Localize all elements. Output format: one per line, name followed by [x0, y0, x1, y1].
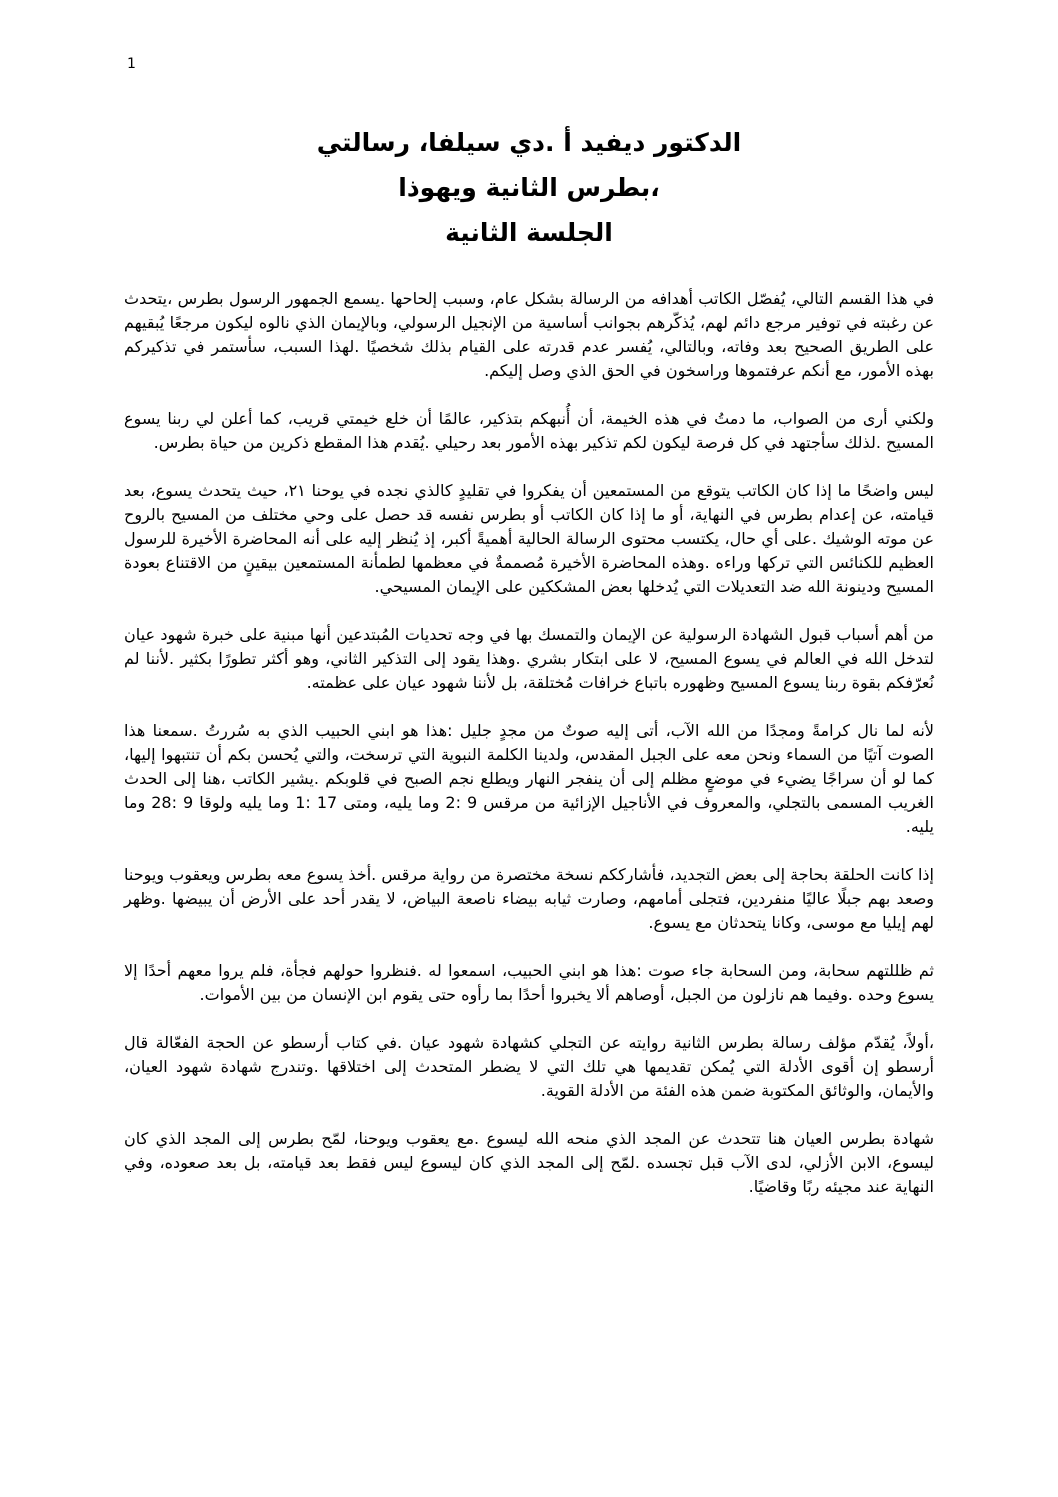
- paragraph-3: ليس واضحًا ما إذا كان الكاتب يتوقع من المستمعين أن يفكروا في تقليدٍ كالذي نجده في يوحنا ٢١، حيث يتحدث يسوع، بعد قيامته، عن إعدام بطرس في النهاية، أو ما إذا كان الكاتب أو بطرس نفسه قد حصل على وحي مختلف من المسيح بالروح عن موته الوشيك .على أي حال، يكتسب محتوى الرسالة الحالية أهميةً أكبر، إذ يُنظر إليه على أنه المحاضرة الأخيرة للرسول العظيم للكنائس التي تركها وراءه .وهذه المحاضرة الأخيرة مُصممةٌ في معظمها لطمأنة المستمعين بيقينٍ من الاقتناع بعودة المسيح ودينونة الله ضد التعديلات التي يُدخلها بعض المشككين على الإيمان المسيحي.: [124, 481, 935, 596]
- paragraph-5: لأنه لما نال كرامةً ومجدًا من الله الآب، أتى إليه صوتٌ من مجدٍ جليل :هذا هو ابني الحبيب الذي به سُررتُ .سمعنا هذا الصوت آتيًا من السماء ونحن معه على الجبل المقدس، ولدينا الكلمة النبوية التي ترسخت، والتي يُحسن بكم أن تنتبهوا إليها، كما لو أن سراجًا يضيء في موضعٍ مظلم إلى أن ينفجر النهار ويطلع نجم الصبح في قلوبكم .يشير الكاتب ،هنا إلى الحدث الغريب المسمى بالتجلي، والمعروف في الأناجيل الإزائية من مرقس 9 :2 وما يليه، ومتى 17 :1 وما يليه ولوقا 9 :28 وما يليه.: [124, 721, 935, 836]
- paragraph-4: من أهم أسباب قبول الشهادة الرسولية عن الإيمان والتمسك بها في وجه تحديات المُبتدعين أنها مبنية على خبرة شهود عيان لتدخل الله في العالم في يسوع المسيح، لا على ابتكار بشري .وهذا يقود إلى التذكير الثاني، وهو أكثر تطورًا بكثير .لأننا لم نُعرّفكم بقوة ربنا يسوع المسيح وظهوره باتباع خرافات مُختلقة، بل لأننا شهود عيان على عظمته.: [124, 625, 934, 692]
- paragraph-8: ،أولاً، يُقدّم مؤلف رسالة بطرس الثانية روايته عن التجلي كشهادة شهود عيان .في كتاب أرسطو عن الحجة الفعّالة قال أرسطو إن أقوى الأدلة التي يُمكن تقديمها هي تلك التي لا يضطر المتحدث إلى اختلاقها .وتندرج شهادة شهود العيان، والأيمان، والوثائق المكتوبة ضمن هذه الفئة من الأدلة القوية.: [124, 1033, 934, 1100]
- document-title: [124, 120, 934, 255]
- paragraph-6: إذا كانت الحلقة بحاجة إلى بعض التجديد، فأشارككم نسخة مختصرة من رواية مرقس .أخذ يسوع معه بطرس ويعقوب ويوحنا وصعد بهم جبلًا عاليًا منفردين، فتجلى أمامهم، وصارت ثيابه بيضاء ناصعة البياض، لا يقدر أحد على الأرض أن يبيضها .وظهر لهم إيليا مع موسى، وكانا يتحدثان مع يسوع.: [124, 865, 934, 932]
- paragraph-9: شهادة بطرس العيان هنا تتحدث عن المجد الذي منحه الله ليسوع .مع يعقوب ويوحنا، لمّح بطرس إلى المجد الذي كان ليسوع، الابن الأزلي، لدى الآب قبل تجسده .لمّح إلى المجد الذي كان ليسوع ليس فقط بعد قيامته، بل بعد صعوده، وفي النهاية عند مجيئه ربًا وقاضيًا.: [124, 1129, 934, 1196]
- document-content: [124, 120, 934, 1199]
- page-number: 1: [127, 56, 136, 72]
- paragraph-7: ثم ظللتهم سحابة، ومن السحابة جاء صوت :هذا هو ابني الحبيب، اسمعوا له .فنظروا حولهم فجأة، فلم يروا معهم أحدًا إلا يسوع وحده .وفيما هم نازلون من الجبل، أوصاهم ألا يخبروا أحدًا بما رأوه حتى يقوم ابن الإنسان من بين الأموات.: [124, 961, 934, 1004]
- title-line-author: الدكتور ديفيد أ .دي سيلفا، رسالتي: [316, 128, 742, 157]
- paragraph-1: في هذا القسم التالي، يُفصّل الكاتب أهدافه من الرسالة بشكل عام، وسبب إلحاحها .يسمع الجمهور الرسول بطرس ،يتحدث عن رغبته في توفير مرجع دائم لهم، يُذكّرهم بجوانب أساسية من الإنجيل الرسولي، وبالإيمان الذي نالوه ليكون مرجعًا يُبقيهم على الطريق الصحيح بعد وفاته، وبالتالي، يُفسر عدم قدرته على القيام بذلك شخصيًا .لهذا السبب، سأستمر في تذكيركم بهذه الأمور، مع أنكم عرفتموها وراسخون في الحق الذي وصل إليكم.: [124, 289, 934, 380]
- title-line-series: ،بطرس الثانية ويهوذا: [398, 173, 660, 202]
- paragraph-2: ولكني أرى من الصواب، ما دمتُ في هذه الخيمة، أن أُنبهكم بتذكير، عالمًا أن خلع خيمتي قريب، كما أعلن لي ربنا يسوع المسيح .لذلك سأجتهد في كل فرصة ليكون لكم تذكير بهذه الأمور بعد رحيلي .يُقدم هذا المقطع ذكرين من حياة بطرس.: [124, 409, 934, 452]
- title-line-session: الجلسة الثانية: [445, 218, 613, 247]
